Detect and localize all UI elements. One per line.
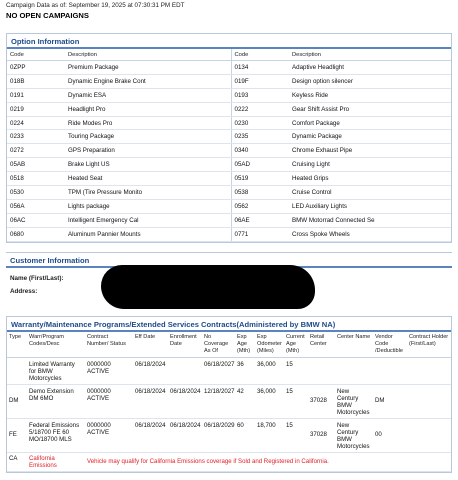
customer-name-label: Name (First/Last):	[10, 274, 64, 282]
option-row	[7, 102, 451, 116]
col-header-current-age: Current Age (Mth)	[284, 332, 308, 358]
option-description: Ride Modes Pro	[65, 116, 231, 130]
option-row	[7, 199, 451, 213]
option-row	[7, 61, 451, 75]
col-header-eff-date: Eff Date	[133, 332, 168, 358]
contract-number: 0000000 ACTIVE	[85, 357, 133, 384]
option-description: TPM (Tire Pressure Monito	[65, 186, 231, 200]
col-header-exp-age: Exp Age (Mth)	[235, 332, 255, 358]
option-description: Dynamic ESA	[65, 88, 231, 102]
option-information-section	[6, 33, 452, 243]
option-code: 0562	[231, 199, 289, 213]
option-description: Design option silencer	[289, 74, 451, 88]
option-row	[7, 227, 451, 241]
option-code: 019F	[231, 74, 289, 88]
option-description: Heated Seat	[65, 172, 231, 186]
warranty-type: FE	[7, 418, 27, 452]
contract-number: 0000000 ACTIVE	[85, 384, 133, 418]
no-coverage-date: 06/18/2027	[202, 357, 235, 384]
contract-holder	[407, 384, 451, 418]
customer-address-label: Address:	[10, 287, 38, 295]
retail-center	[308, 357, 335, 384]
center-name: New Century BMW Motorcycles	[335, 418, 373, 452]
col-header-retail-center: Retail Center	[308, 332, 335, 358]
option-description: Brake Light US	[65, 158, 231, 172]
center-name: New Century BMW Motorcycles	[335, 384, 373, 418]
center-name	[335, 357, 373, 384]
col-header-exp-odometer: Exp Odometer (Miles)	[255, 332, 284, 358]
option-code: 0538	[231, 186, 289, 200]
option-row	[7, 186, 451, 200]
option-code: 0ZPP	[7, 61, 65, 75]
enrollment-date: 06/18/2024	[168, 384, 202, 418]
option-description: Comfort Package	[289, 116, 451, 130]
col-header-enrollment: Enrollment Date	[168, 332, 202, 358]
option-description: Chrome Exhaust Pipe	[289, 144, 451, 158]
option-row	[7, 130, 451, 144]
option-description: GPS Preparation	[65, 144, 231, 158]
col-header-code: Code	[231, 49, 289, 61]
option-table	[7, 49, 451, 242]
option-code: 0193	[231, 88, 289, 102]
col-header-vendor: Vendor Code /Deductible	[373, 332, 407, 358]
option-description: Lights package	[65, 199, 231, 213]
current-age: 15	[284, 357, 308, 384]
california-emissions-notice: Vehicle may qualify for California Emissions coverage if Sold and Registered in California.	[85, 452, 451, 471]
warranty-section	[6, 316, 452, 473]
option-code: 018B	[7, 74, 65, 88]
option-description: Cruise Control	[289, 186, 451, 200]
option-code: 0530	[7, 186, 65, 200]
exp-age: 42	[235, 384, 255, 418]
warranty-type: CA	[7, 452, 27, 471]
option-description: Cross Spoke Wheels	[289, 227, 451, 241]
option-description: Touring Package	[65, 130, 231, 144]
option-code: 06AE	[231, 213, 289, 227]
option-row	[7, 88, 451, 102]
option-code: 0272	[7, 144, 65, 158]
option-code: 0233	[7, 130, 65, 144]
eff-date: 06/18/2024	[133, 418, 168, 452]
warranty-program: Limited Warranty for BMW Motorcycles	[27, 357, 85, 384]
col-header-type: Type	[7, 332, 27, 358]
exp-odometer: 36,000	[255, 384, 284, 418]
option-description: Keyless Ride	[289, 88, 451, 102]
no-coverage-date: 06/18/2029	[202, 418, 235, 452]
option-description: BMW Motorrad Connected Se	[289, 213, 451, 227]
option-row	[7, 116, 451, 130]
option-code: 0519	[231, 172, 289, 186]
eff-date: 06/18/2024	[133, 384, 168, 418]
exp-odometer: 36,000	[255, 357, 284, 384]
option-description: Dynamic Engine Brake Cont	[65, 74, 231, 88]
option-description: LED Auxiliary Lights	[289, 199, 451, 213]
warranty-program: Demo Extension DM 6MO	[27, 384, 85, 418]
no-coverage-date: 12/18/2027	[202, 384, 235, 418]
option-code: 0134	[231, 61, 289, 75]
warranty-program: California Emissions	[27, 452, 85, 471]
option-row	[7, 74, 451, 88]
option-code: 0518	[7, 172, 65, 186]
retail-center: 37028	[308, 418, 335, 452]
option-description: Gear Shift Assist Pro	[289, 102, 451, 116]
campaign-data-timestamp: Campaign Data as of: September 19, 2025 at 07:30:31 PM EDT	[6, 2, 185, 9]
contract-number: 0000000 ACTIVE	[85, 418, 133, 452]
option-code: 0235	[231, 130, 289, 144]
option-description: Intelligent Emergency Cal	[65, 213, 231, 227]
option-code: 0219	[7, 102, 65, 116]
vendor-code: DM	[373, 384, 407, 418]
option-description: Aluminum Pannier Mounts	[65, 227, 231, 241]
option-row	[7, 213, 451, 227]
col-header-no-coverage: No Coverage As Of	[202, 332, 235, 358]
table-row	[7, 452, 451, 471]
warranty-program: Federal Emissions 5/18700 FE 60 MO/18700 MLS	[27, 418, 85, 452]
option-information-title: Option Information	[7, 34, 451, 49]
exp-odometer: 18,700	[255, 418, 284, 452]
col-header-holder: Contract Holder (First/Last)	[407, 332, 451, 358]
vendor-code: 00	[373, 418, 407, 452]
retail-center: 37028	[308, 384, 335, 418]
redacted-customer-info	[101, 265, 315, 309]
col-header-center-name: Center Name	[335, 332, 373, 358]
warranty-type: DM	[7, 384, 27, 418]
option-description: Cruising Light	[289, 158, 451, 172]
option-description: Adaptive Headlight	[289, 61, 451, 75]
option-code: 0340	[231, 144, 289, 158]
option-description: Headlight Pro	[65, 102, 231, 116]
col-header-description: Description	[289, 49, 451, 61]
current-age: 15	[284, 418, 308, 452]
option-row	[7, 172, 451, 186]
option-code: 0680	[7, 227, 65, 241]
option-description: Dynamic Package	[289, 130, 451, 144]
option-code: 0191	[7, 88, 65, 102]
exp-age: 36	[235, 357, 255, 384]
vendor-code	[373, 357, 407, 384]
eff-date: 06/18/2024	[133, 357, 168, 384]
option-code: 0224	[7, 116, 65, 130]
col-header-contract: Contract Number/ Status	[85, 332, 133, 358]
table-row	[7, 384, 451, 418]
customer-information-title: Customer Information	[6, 253, 452, 268]
option-description: Premium Package	[65, 61, 231, 75]
option-code: 05AD	[231, 158, 289, 172]
option-code: 05AB	[7, 158, 65, 172]
enrollment-date	[168, 357, 202, 384]
enrollment-date: 06/18/2024	[168, 418, 202, 452]
contract-holder	[407, 357, 451, 384]
option-row	[7, 144, 451, 158]
col-header-description: Description	[65, 49, 231, 61]
warranty-table	[7, 332, 451, 472]
option-code: 0222	[231, 102, 289, 116]
current-age: 15	[284, 384, 308, 418]
option-code: 06AC	[7, 213, 65, 227]
warranty-title: Warranty/Maintenance Programs/Extended Services Contracts(Administered by BMW NA)	[7, 317, 451, 332]
option-code: 0230	[231, 116, 289, 130]
campaign-status: NO OPEN CAMPAIGNS	[6, 11, 89, 20]
col-header-program: Warr/Program Codes/Desc	[27, 332, 85, 358]
option-code: 0771	[231, 227, 289, 241]
warranty-type	[7, 357, 27, 384]
option-code: 056A	[7, 199, 65, 213]
col-header-code: Code	[7, 49, 65, 61]
exp-age: 60	[235, 418, 255, 452]
table-row	[7, 357, 451, 384]
option-row	[7, 158, 451, 172]
option-description: Heated Grips	[289, 172, 451, 186]
contract-holder	[407, 418, 451, 452]
table-row	[7, 418, 451, 452]
